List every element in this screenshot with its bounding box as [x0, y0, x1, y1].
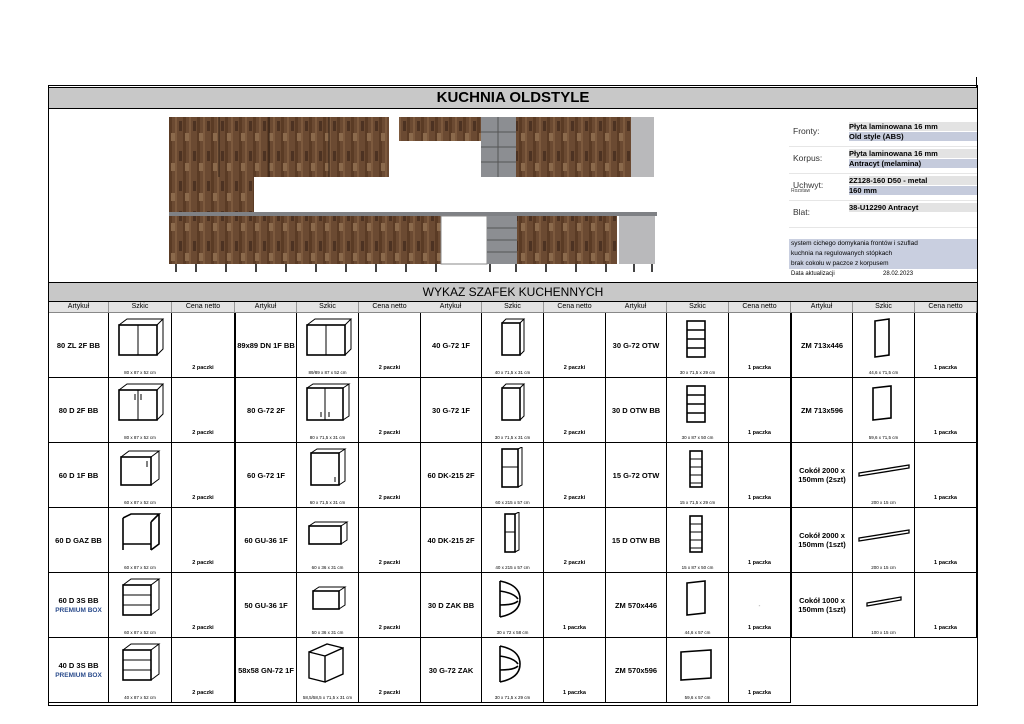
panel-wide-icon [671, 642, 725, 686]
price-cell [729, 638, 791, 703]
sketch-cell [297, 443, 359, 508]
sketch-cell [667, 378, 729, 443]
article-cell [235, 573, 297, 638]
end-shelf-icon [486, 642, 540, 686]
sketch-cell [109, 378, 172, 443]
price-cell [729, 443, 791, 508]
drawers-icon [113, 577, 167, 621]
column-header [235, 302, 421, 313]
base-2door-icon [113, 382, 167, 426]
open-shelf-icon [671, 382, 725, 426]
article-cell [49, 443, 109, 508]
article-name: 30 G-72 OTW [612, 340, 660, 350]
corner-base-icon [301, 317, 355, 361]
dimensions: 44,6 x 71,5 cm [868, 370, 899, 375]
package-count: 1 paczka [934, 430, 957, 436]
update-date: 28.02.2023 [883, 271, 914, 277]
package-count: 1 paczka [563, 690, 586, 696]
package-count: 2 paczki [378, 495, 401, 501]
dimensions: 15 x 71,5 x 29 cm [679, 500, 716, 505]
article-cell [791, 443, 853, 508]
sketch-cell [109, 443, 172, 508]
article-cell [791, 313, 853, 378]
article-cell [49, 573, 109, 638]
premium-badge: PREMIUM BOX [55, 607, 102, 614]
wall-1door-icon [301, 447, 355, 491]
article-name: Cokół 2000 x 150mm (2szt) [798, 466, 846, 484]
article-cell [605, 508, 667, 573]
header-price: Cena netto [544, 302, 606, 312]
article-name: 60 GU-36 1F [244, 535, 288, 545]
panel-tall-icon [857, 317, 911, 361]
low-wall-icon [301, 512, 355, 556]
dimensions: 60 x 215 x 57 cm [495, 500, 530, 505]
spec-label: Fronty: [793, 126, 820, 136]
sketch-cell [297, 378, 359, 443]
open-shelf-narrow-icon [671, 512, 725, 556]
price-cell [915, 573, 977, 638]
article-name: 60 G-72 1F [247, 470, 285, 480]
article-name: ZM 713x446 [800, 340, 844, 350]
article-cell [235, 313, 297, 378]
spec-value: 38-U12290 Antracyt [849, 203, 977, 212]
dimensions: 30 x 87 x 50 cm [681, 435, 714, 440]
dimensions: 44,6 x 57 cm [684, 630, 711, 635]
package-count: 2 paczki [192, 560, 214, 566]
package-count: 2 paczki [192, 495, 214, 501]
price-cell [172, 313, 235, 378]
article-cell [235, 378, 297, 443]
article-name: 15 G-72 OTW [612, 470, 660, 480]
article-name: ZM 570x596 [614, 665, 658, 675]
package-count: 1 paczka [748, 495, 771, 501]
article-cell [605, 313, 667, 378]
package-count: 1 paczka [563, 625, 586, 631]
update-row [791, 271, 977, 277]
header-sketch: Szkic [853, 302, 915, 312]
sketch-cell [482, 573, 544, 638]
wall-2door-icon [301, 382, 355, 426]
spec-row-handle [789, 174, 977, 201]
article-name: 80 D 2F BB [58, 405, 99, 415]
price-cell [915, 378, 977, 443]
dimensions: 80 x 71,5 x 31 cm [309, 435, 346, 440]
article-name: ZM 713x596 [800, 405, 844, 415]
spec-value: Płyta laminowana 16 mm [849, 122, 977, 131]
price-cell [172, 443, 235, 508]
sketch-cell [482, 508, 544, 573]
article-cell [49, 508, 109, 573]
article-cell [420, 638, 482, 703]
price-cell [729, 378, 791, 443]
article-name: 58x58 GN-72 1F [238, 665, 294, 675]
spec-row-body [789, 147, 977, 174]
spec-value: 160 mm [849, 186, 977, 195]
column-header [420, 302, 606, 313]
dimensions: 60 x 71,5 x 31 cm [309, 500, 346, 505]
package-count: 2 paczki [378, 365, 401, 371]
article-cell [791, 508, 853, 573]
article-name: 60 DK-215 2F [427, 470, 475, 480]
column-header [49, 302, 235, 313]
spec-value: Old style (ABS) [849, 132, 977, 141]
article-name: 89x89 DN 1F BB [237, 340, 295, 350]
price-cell [359, 508, 421, 573]
dimensions: 80 x 87 x 52 cm [124, 435, 156, 440]
article-cell [420, 573, 482, 638]
page-title: KUCHNIA OLDSTYLE [49, 87, 977, 109]
corner-wall-icon [301, 642, 355, 686]
header-sketch: Szkic [667, 302, 729, 312]
package-count: 2 paczki [563, 430, 586, 436]
header-sketch: Szkic [109, 302, 172, 312]
price-cell [172, 573, 235, 638]
sketch-cell [109, 313, 172, 378]
sketch-cell [297, 573, 359, 638]
kitchen-illustration [169, 117, 659, 272]
article-cell [49, 378, 109, 443]
dimensions: 59,6 x 71,5 cm [868, 435, 899, 440]
sketch-cell [297, 313, 359, 378]
spec-value: Antracyt (melamina) [849, 159, 977, 168]
plinth-icon [857, 512, 911, 556]
article-name: 80 ZL 2F BB [56, 340, 101, 350]
update-label: Data aktualizacji [791, 271, 835, 277]
open-shelf-narrow-icon [671, 447, 725, 491]
dimensions: 200 x 15 cm [871, 500, 896, 505]
header-art: Artykuł [420, 302, 482, 312]
system-note: system cichego domykania frontów i szuflad [791, 240, 918, 247]
sketch-cell [667, 443, 729, 508]
sketch-cell [297, 508, 359, 573]
spec-label: Blat: [793, 207, 811, 217]
header-sketch: Szkic [482, 302, 544, 312]
price-cell [915, 313, 977, 378]
article-cell [49, 313, 109, 378]
package-count: 2 paczki [378, 625, 401, 631]
base-open-icon [113, 512, 167, 556]
sketch-cell [667, 508, 729, 573]
open-shelf-icon [671, 317, 725, 361]
dimensions: 60 x 36 x 31 cm [311, 565, 344, 570]
sketch-cell [297, 638, 359, 703]
tall-narrow-icon [486, 512, 540, 556]
package-count: 2 paczki [378, 690, 401, 696]
article-name: 60 D GAZ BB [55, 535, 102, 545]
article-cell [791, 378, 853, 443]
package-count: 1 paczka [934, 625, 957, 631]
spec-value: Płyta laminowana 16 mm [849, 149, 977, 158]
price-cell [359, 573, 421, 638]
price-cell [544, 378, 606, 443]
system-notes [789, 239, 977, 269]
dimensions: 60 x 87 x 52 cm [124, 630, 156, 635]
dimensions: 40 x 87 x 52 cm [124, 695, 156, 700]
article-cell [605, 638, 667, 703]
price-cell [359, 638, 421, 703]
system-note: brak cokołu w paczce z korpusem [791, 260, 889, 267]
spec-label: Korpus: [793, 153, 823, 163]
sketch-cell [482, 443, 544, 508]
article-name: 60 D 1F BB [58, 470, 99, 480]
column-header [791, 302, 977, 313]
sketch-cell [853, 508, 915, 573]
catalog-sheet [48, 85, 978, 706]
article-cell [420, 443, 482, 508]
dimensions: 58,5/58,5 x 71,5 x 31 cm [302, 695, 353, 700]
price-cell [544, 638, 606, 703]
sketch-cell [667, 313, 729, 378]
price-cell [544, 508, 606, 573]
article-name: 40 G-72 1F [432, 340, 470, 350]
wall-narrow-icon [486, 317, 540, 361]
article-name: 30 D OTW BB [611, 405, 661, 415]
article-name: 30 D ZAK BB [427, 600, 475, 610]
header-art: Artykuł [49, 302, 109, 312]
sketch-cell [667, 573, 729, 638]
header-sketch: Szkic [297, 302, 359, 312]
article-name: Cokół 2000 x 150mm (1szt) [798, 531, 846, 549]
package-count: 2 paczki [378, 560, 401, 566]
dimensions: 60 x 87 x 52 cm [124, 565, 156, 570]
article-cell [235, 638, 297, 703]
wall-narrow-icon [486, 382, 540, 426]
price-cell [544, 443, 606, 508]
header-price: Cena netto [172, 302, 235, 312]
package-count: 1 paczka [748, 625, 771, 631]
article-cell [791, 573, 853, 638]
dimensions: 80 x 87 x 52 cm [124, 370, 156, 375]
article-cell [49, 638, 109, 703]
section-title: WYKAZ SZAFEK KUCHENNYCH [49, 282, 977, 302]
spec-row-countertop [789, 201, 977, 228]
spec-table [789, 120, 977, 228]
sketch-cell [482, 378, 544, 443]
price-cell [359, 443, 421, 508]
article-name: 40 DK-215 2F [427, 535, 475, 545]
dimensions: 30 x 71,5 x 29 cm [679, 370, 716, 375]
header-art: Artykuł [605, 302, 667, 312]
article-name: 80 G-72 2F [247, 405, 285, 415]
package-count: 1 paczka [748, 560, 771, 566]
price-cell [172, 378, 235, 443]
column-header [605, 302, 791, 313]
package-count: 2 paczki [192, 430, 214, 436]
low-wall-small-icon [301, 577, 355, 621]
article-cell [235, 443, 297, 508]
price-cell: 1 paczka - [729, 573, 791, 638]
spec-label: Uchwyt: [793, 180, 824, 190]
dimensions: 200 x 15 cm [871, 565, 896, 570]
article-name: 40 D 3S BB [58, 661, 99, 670]
price-cell [915, 508, 977, 573]
package-count: 1 paczka [748, 430, 771, 436]
sketch-cell [667, 638, 729, 703]
premium-badge: PREMIUM BOX [55, 672, 102, 679]
header-art: Artykuł [791, 302, 853, 312]
price-cell [544, 573, 606, 638]
package-count: 1 paczka [748, 365, 771, 371]
spec-row-fronts [789, 120, 977, 147]
article-name: 30 G-72 1F [432, 405, 470, 415]
dimensions: 59,6 x 57 cm [684, 695, 711, 700]
header-price: Cena netto [915, 302, 977, 312]
price-cell [915, 443, 977, 508]
panel-icon [857, 382, 911, 426]
package-count: 1 paczka [748, 690, 771, 696]
article-name: ZM 570x446 [614, 600, 658, 610]
base-1door-icon [113, 447, 167, 491]
sketch-cell [853, 573, 915, 638]
dimensions: 40 x 71,5 x 31 cm [494, 370, 531, 375]
package-count: 1 paczka [934, 495, 957, 501]
price-cell [729, 508, 791, 573]
article-name: Cokół 1000 x 150mm (1szt) [798, 596, 846, 614]
article-cell [235, 508, 297, 573]
dimensions: 40 x 215 x 57 cm [495, 565, 530, 570]
sketch-cell [109, 573, 172, 638]
price-cell [359, 378, 421, 443]
panel-icon [671, 577, 725, 621]
end-shelf-icon [486, 577, 540, 621]
package-count: 1 paczka [934, 560, 957, 566]
spec-sublabel: Rozstaw [791, 188, 811, 194]
price-cell [359, 313, 421, 378]
dimensions: 30 x 71,5 x 31 cm [494, 435, 531, 440]
sketch-cell [109, 508, 172, 573]
system-note: kuchnia na regulowanych stópkach [791, 250, 893, 257]
sketch-cell [853, 378, 915, 443]
spec-value: 2Z128-160 D50 - metal [849, 176, 977, 185]
sketch-cell [109, 638, 172, 703]
article-name: 15 D OTW BB [611, 535, 661, 545]
sketch-cell [853, 443, 915, 508]
price-cell [729, 313, 791, 378]
sketch-cell [853, 313, 915, 378]
dimensions: 15 x 87 x 50 cm [681, 565, 714, 570]
package-count: 2 paczki [378, 430, 401, 436]
header-price: Cena netto [729, 302, 791, 312]
article-cell [420, 378, 482, 443]
dimensions: 60 x 87 x 52 cm [124, 500, 156, 505]
plinth-short-icon [857, 577, 911, 621]
article-name: 50 GU-36 1F [244, 600, 288, 610]
sketch-cell [482, 313, 544, 378]
corner-base-icon [113, 317, 167, 361]
package-count: 2 paczki [192, 690, 214, 696]
package-count: 2 paczki [192, 365, 214, 371]
article-name: 60 D 3S BB [58, 596, 99, 605]
dimensions: 30 x 72 x 58 cm [496, 630, 529, 635]
article-cell [420, 313, 482, 378]
drawers-icon [113, 642, 167, 686]
dimensions: 89/89 x 87 x 52 cm [308, 370, 347, 375]
dimensions: 30 x 71,5 x 29 cm [494, 695, 531, 700]
article-cell [605, 573, 667, 638]
header-price: Cena netto [359, 302, 421, 312]
package-count: 2 paczki [563, 560, 586, 566]
dimensions: 100 x 15 cm [871, 630, 896, 635]
tall-icon [486, 447, 540, 491]
plinth-icon [857, 447, 911, 491]
hero-section [49, 108, 977, 283]
header-art: Artykuł [235, 302, 297, 312]
sketch-cell [482, 638, 544, 703]
article-cell [605, 378, 667, 443]
price-cell [172, 508, 235, 573]
package-count: 2 paczki [563, 495, 586, 501]
article-cell [605, 443, 667, 508]
dimensions: 50 x 36 x 31 cm [311, 630, 344, 635]
package-count: 2 paczki [563, 365, 586, 371]
package-count: 2 paczki [192, 625, 214, 631]
package-count: 1 paczka [934, 365, 957, 371]
article-name: 30 G-72 ZAK [428, 665, 474, 675]
price-cell [544, 313, 606, 378]
article-cell [420, 508, 482, 573]
price-cell [172, 638, 235, 703]
